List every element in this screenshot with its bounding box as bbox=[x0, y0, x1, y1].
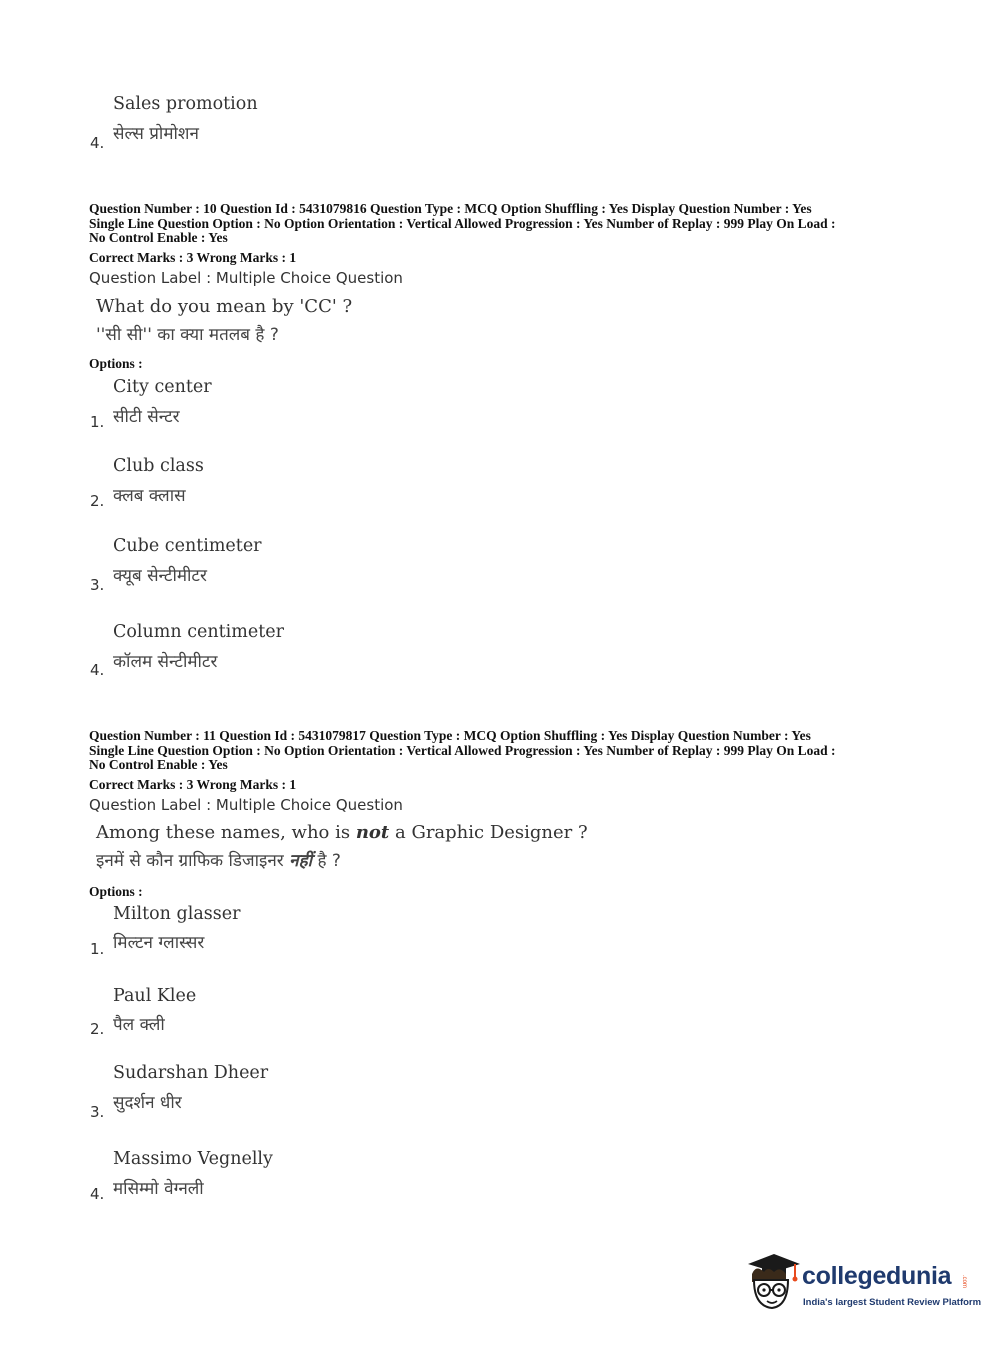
q11-option-3-hindi: सुदर्शन धीर bbox=[113, 1093, 182, 1113]
q10-option-1-number: 1. bbox=[90, 413, 105, 431]
q11-meta bbox=[89, 729, 919, 773]
q10-option-1-english: City center bbox=[113, 377, 212, 397]
prev-option-4-english: Sales promotion bbox=[113, 94, 258, 114]
q11-question-text-english bbox=[96, 822, 588, 843]
q10-options-heading: Options : bbox=[89, 356, 143, 371]
logo-tagline: India's largest Student Review Platform bbox=[803, 1297, 982, 1308]
q11-text-en-post: a Graphic Designer ? bbox=[389, 822, 588, 843]
q11-option-1-hindi: मिल्टन ग्लास्सर bbox=[113, 933, 205, 953]
q11-option-2-english: Paul Klee bbox=[113, 986, 197, 1006]
q11-meta-line2: Single Line Question Option : No Option Orientation : Vertical Allowed Progression : Yes Number of Replay : 999 Play On Load : bbox=[89, 742, 836, 758]
q11-option-3-english: Sudarshan Dheer bbox=[113, 1063, 269, 1083]
q11-option-2-hindi: पैल क्ली bbox=[113, 1015, 165, 1035]
q10-option-3-hindi: क्यूब सेन्टीमीटर bbox=[113, 566, 207, 586]
q11-option-4-number: 4. bbox=[90, 1185, 105, 1203]
logo-wordmark: collegedunia bbox=[802, 1262, 952, 1290]
q10-meta bbox=[89, 202, 919, 246]
q10-question-text-hindi: ''सी सी'' का क्या मतलब है ? bbox=[96, 325, 279, 345]
q10-option-4-number: 4. bbox=[90, 661, 105, 679]
q10-option-2-english: Club class bbox=[113, 456, 204, 476]
q11-text-hi-emphasis: नहीं bbox=[289, 851, 313, 871]
q10-option-3-number: 3. bbox=[90, 576, 105, 594]
q10-meta-line3: No Control Enable : Yes bbox=[89, 230, 228, 246]
q11-option-3-number: 3. bbox=[90, 1103, 105, 1121]
q11-meta-line1: Question Number : 11 Question Id : 5431079817 Question Type : MCQ Option Shuffling : Yes Display Question Number : Yes bbox=[89, 728, 811, 743]
q10-option-1-hindi: सीटी सेन्टर bbox=[113, 407, 180, 427]
q11-question-label: Question Label : Multiple Choice Question bbox=[89, 796, 403, 814]
q11-marks: Correct Marks : 3 Wrong Marks : 1 bbox=[89, 777, 297, 792]
q11-option-2-number: 2. bbox=[90, 1020, 105, 1038]
q11-options-heading: Options : bbox=[89, 884, 143, 899]
q11-text-en-pre: Among these names, who is bbox=[96, 822, 356, 843]
logo-dotcom: .com bbox=[961, 1275, 967, 1289]
q10-meta-line2: Single Line Question Option : No Option Orientation : Vertical Allowed Progression : Yes Number of Replay : 999 Play On Load : bbox=[89, 215, 836, 231]
q11-option-4-english: Massimo Vegnelly bbox=[113, 1149, 273, 1169]
q10-option-2-hindi: क्लब क्लास bbox=[113, 486, 186, 506]
q10-question-text-english: What do you mean by 'CC' ? bbox=[96, 296, 353, 317]
q10-question-label: Question Label : Multiple Choice Question bbox=[89, 269, 403, 287]
q10-option-4-english: Column centimeter bbox=[113, 622, 284, 642]
q11-option-1-number: 1. bbox=[90, 940, 105, 958]
q10-option-3-english: Cube centimeter bbox=[113, 536, 262, 556]
prev-option-4-hindi: सेल्स प्रोमोशन bbox=[113, 124, 199, 144]
q11-text-hi-post: है ? bbox=[312, 851, 341, 871]
prev-option-4-number: 4. bbox=[90, 134, 105, 152]
q11-question-text-hindi bbox=[96, 848, 341, 871]
q10-option-4-hindi: कॉलम सेन्टीमीटर bbox=[113, 652, 218, 672]
q10-marks: Correct Marks : 3 Wrong Marks : 1 bbox=[89, 250, 297, 265]
q10-meta-line1: Question Number : 10 Question Id : 5431079816 Question Type : MCQ Option Shuffling : Yes Display Question Number : Yes bbox=[89, 201, 812, 216]
q11-option-1-english: Milton glasser bbox=[113, 904, 241, 924]
q11-meta-line3: No Control Enable : Yes bbox=[89, 757, 228, 773]
q11-option-4-hindi: मसिम्मो वेग्नली bbox=[113, 1179, 204, 1199]
mascot-logo-icon bbox=[742, 1250, 802, 1312]
q10-option-2-number: 2. bbox=[90, 492, 105, 510]
q11-text-hi-pre: इनमें से कौन ग्राफिक डिजाइनर bbox=[96, 851, 290, 871]
q11-text-en-emphasis: not bbox=[355, 822, 390, 843]
